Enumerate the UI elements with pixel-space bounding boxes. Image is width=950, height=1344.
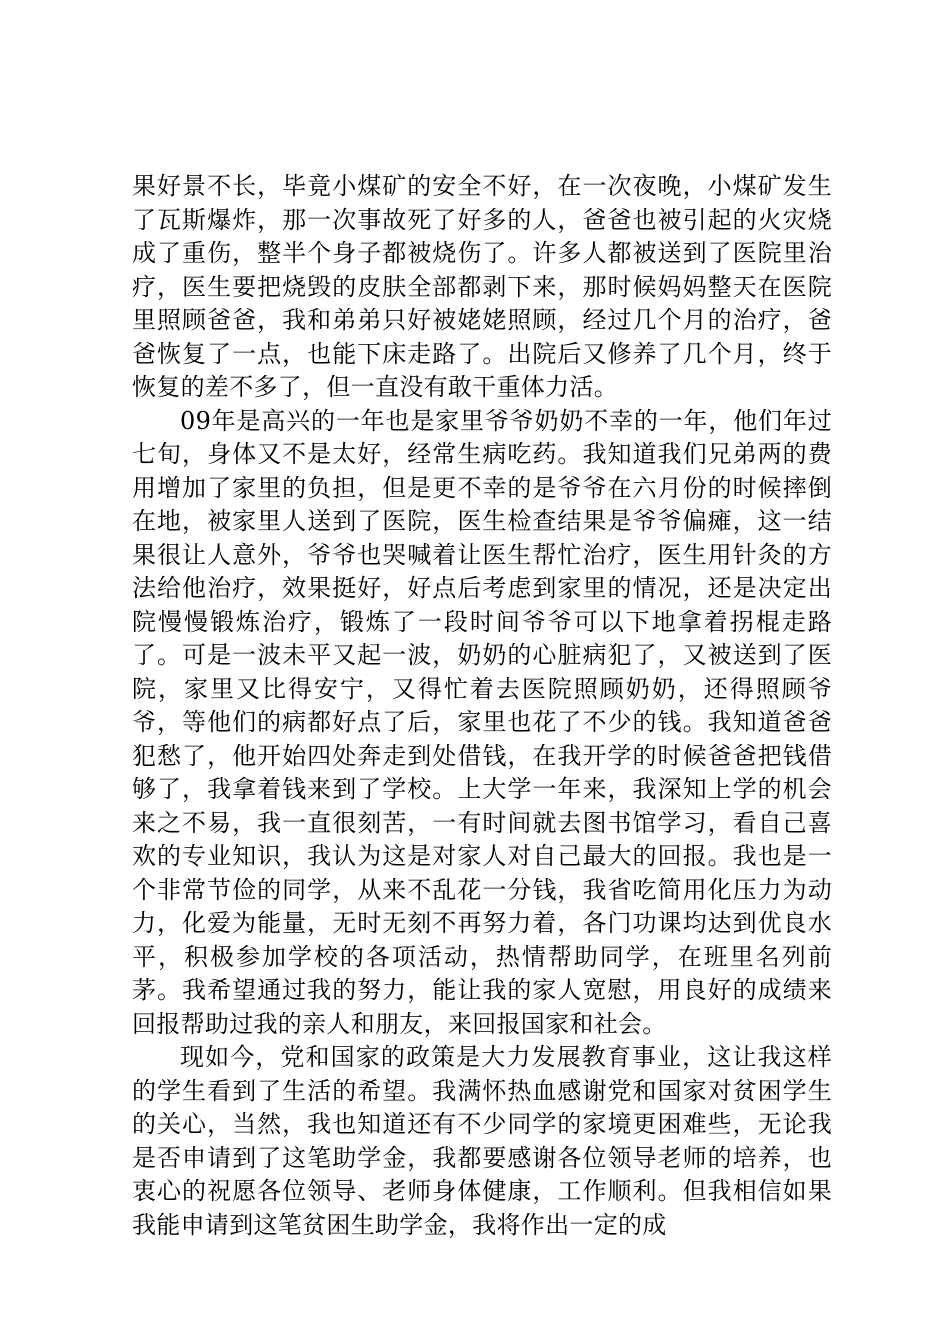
paragraph-2: 09年是高兴的一年也是家里爷爷奶奶不幸的一年，他们年过七旬，身体又不是太好，经常生病吃药。我知道我们兄弟两的费用增加了家里的负担，但是更不幸的是爷爷在六月份的时候摔倒在地，被家里人送到了医院，医生检查结果是爷爷偏瘫，这一结果很让人意外，爷爷也哭喊着让医生帮忙治疗，医生用针灸的方法给他治疗，效果挺好，好点后考虑到家里的情况，还是决定出院慢慢锻炼治疗，锻炼了一段时间爷爷可以下地拿着拐棍走路了。可是一波未平又起一波，奶奶的心脏病犯了，又被送到了医院，家里又比得安宁，又得忙着去医院照顾奶奶，还得照顾爷爷，等他们的病都好点了后，家里也花了不少的钱。我知道爸爸犯愁了，他开始四处奔走到处借钱，在我开学的时候爸爸把钱借够了，我拿着钱来到了学校。上大学一年来，我深知上学的机会来之不易，我一直很刻苦，一有时间就去图书馆学习，看自己喜欢的专业知识，我认为这是对家人对自己最大的回报。我也是一个非常节俭的同学，从来不乱花一分钱，我省吃简用化压力为动力，化爱为能量，无时无刻不再努力着，各门功课均达到优良水平，积极参加学校的各项活动，热情帮助同学，在班里名列前茅。我希望通过我的努力，能让我的家人宽慰，用良好的成绩来回报帮助过我的亲人和朋友，来回报国家和社会。	[132, 406, 832, 1038]
document-body	[132, 170, 832, 1242]
paragraph-1: 果好景不长，毕竟小煤矿的安全不好，在一次夜晚，小煤矿发生了瓦斯爆炸，那一次事故死了好多的人，爸爸也被引起的火灾烧成了重伤，整半个身子都被烧伤了。许多人都被送到了医院里治疗，医生要把烧毁的皮肤全部都剥下来，那时候妈妈整天在医院里照顾爸爸，我和弟弟只好被姥姥照顾，经过几个月的治疗，爸爸恢复了一点，也能下床走路了。出院后又修养了几个月，终于恢复的差不多了，但一直没有敢干重体力活。	[132, 172, 832, 401]
paragraph-3: 现如今，党和国家的政策是大力发展教育事业，这让我这样的学生看到了生活的希望。我满怀热血感谢党和国家对贫困学生的关心，当然，我也知道还有不少同学的家境更困难些，无论我是否申请到了这笔助学金，我都要感谢各位领导老师的培养，也衷心的祝愿各位领导、老师身体健康，工作顺利。但我相信如果我能申请到这笔贫困生助学金，我将作出一定的成	[132, 1043, 832, 1239]
